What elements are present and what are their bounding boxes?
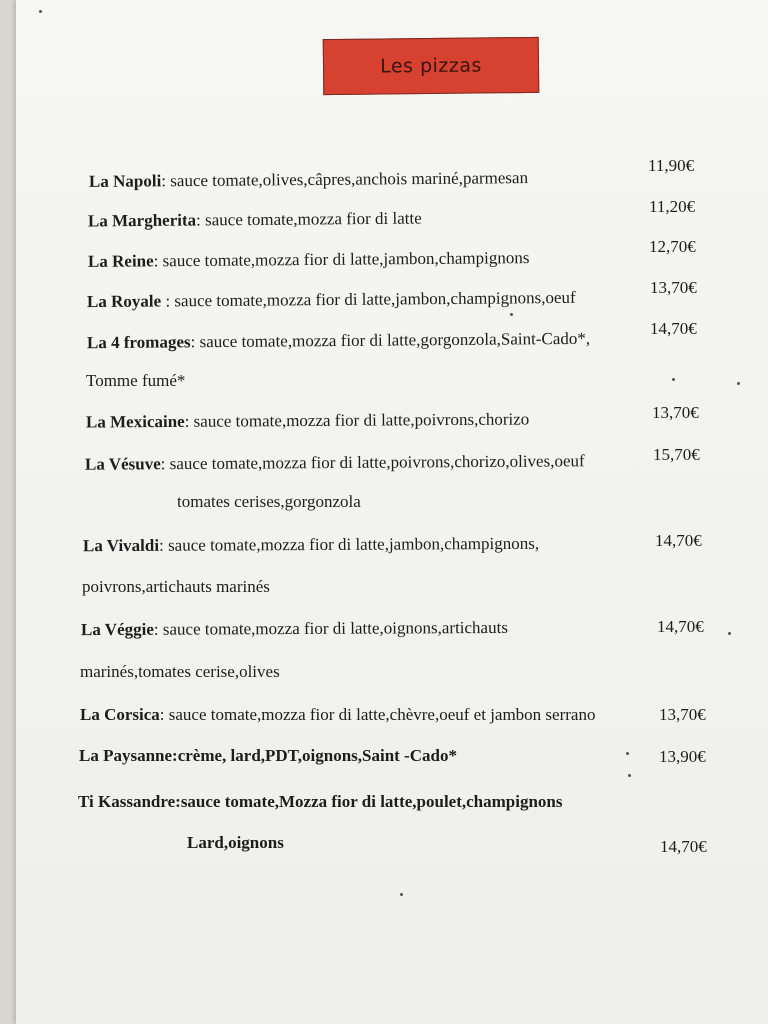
pizza-line [88,248,530,272]
pizza-description: : sauce tomate,olives,câpres,anchois mariné,parmesan [161,168,529,191]
menu-title: Les pizzas [380,54,482,78]
pizza-name: La Paysanne [79,746,173,765]
pizza-price: 13,90€ [659,747,706,766]
pizza-description: : sauce tomate,mozza fior di latte,chèvre,oeuf et jambon serrano [159,705,596,724]
pizza-name: La Reine [87,251,154,271]
pizza-price: 14,70€ [650,319,697,338]
pizza-description: : sauce tomate,mozza fior di latte,poivrons,chorizo,olives,oeuf [160,451,585,474]
menu-page [16,0,768,1024]
pizza-description: : sauce tomate,mozza fior di latte,jambon,champignons,oeuf [161,287,576,311]
pizza-price: 15,70€ [653,445,700,464]
pizza-description: : sauce tomate,mozza fior di latte [196,208,422,230]
pizza-line [88,209,422,232]
pizza-name: La Margherita [87,210,197,231]
pizza-name: La Royale [86,291,162,312]
pizza-line [81,618,508,640]
pizza-name: La Corsica [80,705,160,724]
paper-speck [628,774,631,777]
pizza-price: 11,20€ [649,197,696,216]
paper-speck [728,632,731,635]
paper-speck [672,378,675,381]
pizza-description-continued: poivrons,artichauts marinés [82,577,270,596]
pizza-name: La 4 fromages [86,332,191,353]
paper-speck [510,313,513,316]
pizza-price: 11,90€ [648,156,695,175]
paper-speck [626,752,629,755]
pizza-line [87,288,576,312]
paper-speck [39,10,42,13]
pizza-description-continued: marinés,tomates cerise,olives [80,662,280,681]
pizza-description-continued: Tomme fumé* [86,371,186,390]
pizza-description: : sauce tomate,mozza fior di latte,poivrons,chorizo [184,409,530,431]
pizza-description: : sauce tomate,mozza fior di latte,jambon,champignons, [159,533,540,555]
pizza-line [86,409,529,432]
paper-speck [737,382,740,385]
pizza-price: 12,70€ [649,237,696,256]
pizza-line [87,329,590,353]
pizza-price: 14,70€ [655,531,702,550]
pizza-description-continued: tomates cerises,gorgonzola [177,492,361,511]
pizza-price: 13,70€ [659,705,706,724]
pizza-line [78,792,563,812]
pizza-description: : sauce tomate,mozza fior di latte,jambon,champignons [153,248,530,271]
pizza-name: Ti Kassandre [78,792,176,811]
pizza-line [83,534,539,556]
paper-speck [400,893,403,896]
menu-title-box [323,37,540,95]
pizza-price: 13,70€ [652,403,699,422]
pizza-line [79,746,457,766]
pizza-price: 14,70€ [657,617,704,636]
pizza-description: : sauce tomate,mozza fior di latte,oignons,artichauts [153,617,508,639]
pizza-name: La Vivaldi [82,535,160,556]
pizza-description-continued: Lard,oignons [187,833,284,852]
pizza-name: La Napoli [88,171,162,191]
pizza-line [80,705,595,725]
pizza-name: La Vésuve [84,454,161,474]
pizza-price: 13,70€ [650,278,697,297]
pizza-line [89,168,528,192]
pizza-line [85,451,585,474]
pizza-price: 14,70€ [660,837,707,856]
pizza-description: :sauce tomate,Mozza fior di latte,poulet,champignons [175,792,563,811]
pizza-description: :crème, lard,PDT,oignons,Saint -Cado* [172,746,457,765]
pizza-description: : sauce tomate,mozza fior di latte,gorgonzola,Saint-Cado*, [190,328,591,352]
pizza-name: La Mexicaine [85,411,185,432]
pizza-name: La Véggie [80,619,154,640]
